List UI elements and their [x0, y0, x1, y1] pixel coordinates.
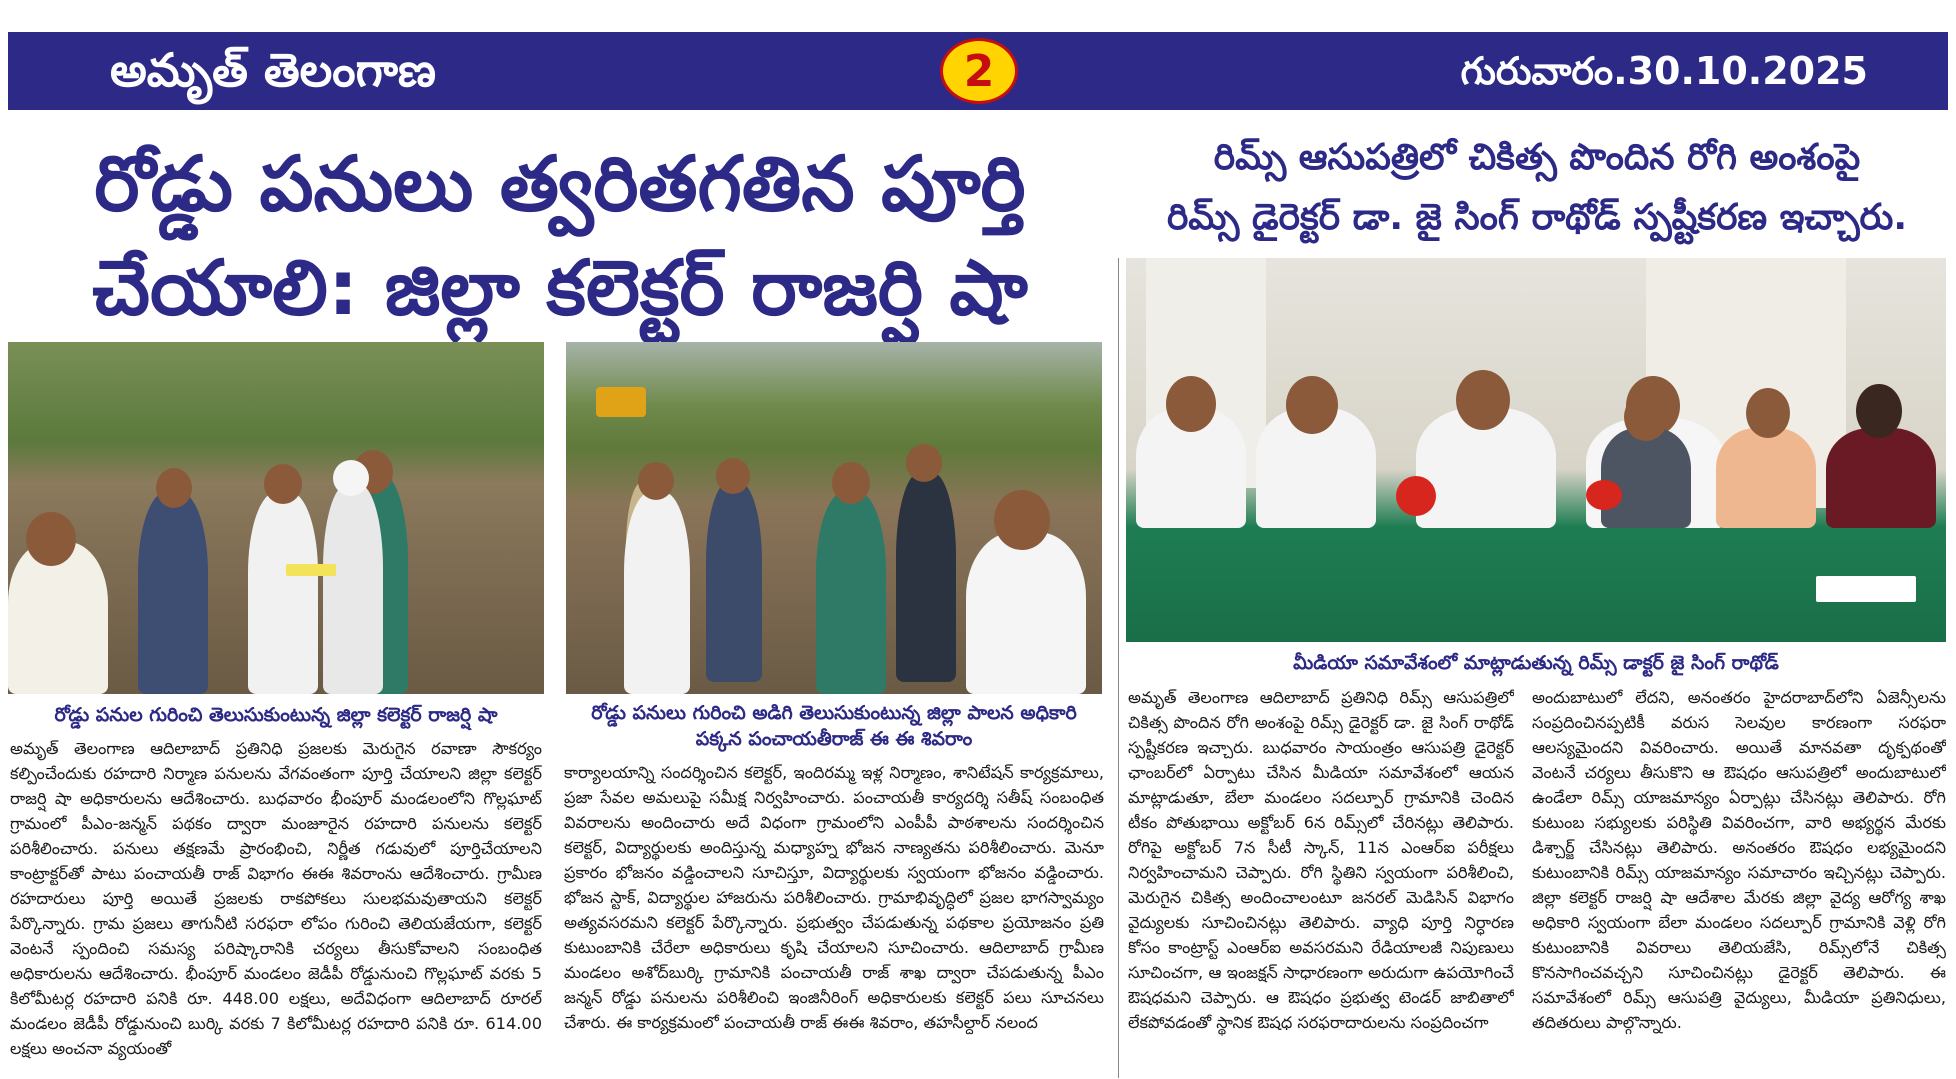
photo2-caption: రోడ్డు పనులు గురించి అడిగి తెలుసుకుంటున్న జిల్లా పాలన అధికారి పక్కన పంచాయతీరాజ్ ఈ ఈ శివరాం [591, 702, 1077, 750]
media-conference-photo [1126, 258, 1946, 642]
media-photo-caption: మీడియా సమావేశంలో మాట్లాడుతున్న రిమ్స్ డాక్టర్ జై సింగ్ రాథోడ్ [1293, 652, 1779, 674]
left-story-column-2 [564, 760, 1104, 1076]
left-headline-line1: రోడ్డు పనులు త్వరితగతిన పూర్తి [94, 139, 1026, 228]
left-headline-line2: చేయాలి: జిల్లా కలెక్టర్ రాజర్షి షా [92, 243, 1028, 332]
column-divider [1118, 258, 1119, 1078]
right-story-headline [1124, 128, 1950, 248]
page-number-badge: 2 [940, 38, 1018, 104]
left-story-body-1: అమృత్ తెలంగాణ ఆదిలాబాద్ ప్రతినిధి ప్రజలకు మెరుగైన రవాణా సౌకర్యం కల్పించేందుకు రహదారి నిర్మాణ పనులను వేగవంతంగా పూర్తి చేయాలని జిల్లా కలెక్టర్ రాజర్షి షా అధికారులను ఆదేశించారు. బుధవారం భీంపూర్ మండలంలోని గొల్లఘాట్ గ్రామంలో పీఎం-జన్మన్ పథకం ద్వారా మంజూరైన రహదారి పనులను కలెక్టర్ పరిశీలించారు. పనులు తక్షణమే ప్రారంభించి, నిర్ణీత గడువులో పూర్తిచేయాలని కాంట్రాక్టర్‌తో పాటు పంచాయతీ రాజ్ విభాగం ఈఈ శివరాంను ఆదేశించారు. గ్రామీణ రహదారులు పూర్తి అయితే ప్రజలకు రాకపోకలు సులభమవుతాయని కలెక్టర్ పేర్కొన్నారు. గ్రామ ప్రజలు తాగునీటి సరఫరా లోపం గురించి తెలియజేయగా, కలెక్టర్ వెంటనే స్పందించి సమస్య పరిష్కారానికి చర్యలు తీసుకోవాలని సంబంధిత అధికారులను ఆదేశించారు. భీంపూర్ మండలం జెడీపీ రోడ్డునుంచి గొల్లఘాట్ వరకు 5 కిలోమీటర్ల రహదారి పనికి రూ. 448.00 లక్షలు, అదేవిధంగా ఆదిలాబాద్ రూరల్ మండలం జెడీపీ రోడ్డునుంచి బుర్కి వరకు 7 కిలోమీటర్ల రహదారి పనికి రూ. 614.00 లక్షలు అంచనా వ్యయంతో [10, 739, 542, 1058]
right-headline-line2: రిమ్స్ డైరెక్టర్ డా. జై సింగ్ రాథోడ్ స్పష్టీకరణ ఇచ్చారు. [1166, 197, 1908, 238]
road-inspection-photo-2 [566, 342, 1102, 694]
left-story-column-1 [10, 736, 542, 1076]
masthead-banner [8, 32, 1948, 110]
right-story-column-2 [1532, 685, 1946, 1077]
right-headline-line1: రిమ్స్ ఆసుపత్రిలో చికిత్స పొందిన రోగి అంశంపై [1213, 137, 1861, 178]
right-story-column-1 [1128, 685, 1514, 1077]
right-story-body-1: అమృత్ తెలంగాణ ఆదిలాబాద్ ప్రతినిధి రిమ్స్ ఆసుపత్రిలో చికిత్స పొందిన రోగి అంశంపై రిమ్స్ డైరెక్టర్ డా. జై సింగ్ రాథోడ్ స్పష్టీకరణ ఇచ్చారు. బుధవారం సాయంత్రం ఆసుపత్రి డైరెక్టర్ ఛాంబర్‌లో ఏర్పాటు చేసిన మీడియా సమావేశంలో ఆయన మాట్లాడుతూ, బేలా మండలం సదల్పూర్ గ్రామానికి చెందిన టీకం పోతుభాయి అక్టోబర్ 6న రిమ్స్‌లో చేరినట్లు తెలిపారు. రోగిపై అక్టోబర్ 7న సీటీ స్కాన్, 11న ఎంఆర్‌ఐ పరీక్షలు నిర్వహించామని చెప్పారు. రోగి స్థితిని స్వయంగా పరిశీలించి, మెరుగైన చికిత్స అందించాలంటూ జనరల్ మెడిసిన్ విభాగం వైద్యులకు సూచించినట్లు తెలిపారు. వ్యాధి పూర్తి నిర్ధారణ కోసం కాంట్రాస్ట్ ఎంఆర్‌ఐ అవసరమని రేడియాలజీ నిపుణులు సూచించగా, ఆ ఇంజక్షన్ సాధారణంగా అరుదుగా ఉపయోగించే ఔషధమని చెప్పారు. ఆ ఔషధం ప్రభుత్వ టెండర్ జాబితాలో లేకపోవడంతో స్థానిక ఔషధ సరఫరాదారులను సంప్రదించగా [1128, 688, 1514, 1032]
left-story-body-2: కార్యాలయాన్ని సందర్శించిన కలెక్టర్, ఇందిరమ్మ ఇళ్ల నిర్మాణం, శానిటేషన్ కార్యక్రమాలు, ప్రజా సేవల అమలుపై సమీక్ష నిర్వహించారు. పంచాయతీ కార్యదర్శి సతీష్ సంబంధిత వివరాలను అందించారు అదే విధంగా గ్రామంలోని ఎంపీపీ పాఠశాలను సందర్శించిన కలెక్టర్, విద్యార్థులకు అందిస్తున్న మధ్యాహ్న భోజన నాణ్యతను పరిశీలించారు. మెనూ ప్రకారం భోజనం వడ్డించాలని సూచిస్తూ, విద్యార్థులకు స్వయంగా భోజనం వడ్డించారు. భోజన స్టాక్, విద్యార్థుల హాజరును పరిశీలించారు. గ్రామాభివృద్ధిలో ప్రజల భాగస్వామ్యం అత్యవసరమని కలెక్టర్ పేర్కొన్నారు. ప్రభుత్వం చేపడుతున్న పథకాల ప్రయోజనం ప్రతి కుటుంబానికి చేరేలా అధికారులు కృషి చేయాలని సూచించారు. ఆదిలాబాద్ గ్రామీణ మండలం అశోద్‌బుర్కి గ్రామానికి పంచాయతీ రాజ్ శాఖ ద్వారా చేపడుతున్న పీఎం జన్మన్ రోడ్డు పనులను పరిశీలించి ఇంజినీరింగ్ అధికారులకు కలెక్టర్ పలు సూచనలు చేశారు. ఈ కార్యక్రమంలో పంచాయతీ రాజ్ ఈఈ శివరాం, తహసీల్దార్ నలంద [564, 763, 1104, 1032]
photo1-caption: రోడ్డు పనుల గురించి తెలుసుకుంటున్న జిల్లా కలెక్టర్ రాజర్షి షా [54, 704, 498, 726]
right-story-body-2: అందుబాటులో లేదని, అనంతరం హైదరాబాద్‌లోని ఏజెన్సీలను సంప్రదించినప్పటికీ వరుస సెలవుల కారణంగా సరఫరా ఆలస్యమైందని వివరించారు. అయితే మానవతా దృక్పథంతో వెంటనే చర్యలు తీసుకొని ఆ ఔషధం ఆసుపత్రిలో అందుబాటులో ఉండేలా రిమ్స్ యాజమాన్యం ఏర్పాట్లు చేసినట్లు తెలిపారు. రోగి కుటుంబ సభ్యులకు పరిస్థితి వివరించగా, వారి అభ్యర్థన మేరకు డిశ్చార్జ్ చేసినట్లు తెలిపారు. అనంతరం ఔషధం లభ్యమైందని కుటుంబానికి రిమ్స్ యాజమాన్యం సమాచారం ఇచ్చినట్లు చెప్పారు. జిల్లా కలెక్టర్ రాజర్షి షా ఆదేశాల మేరకు జిల్లా వైద్య ఆరోగ్య శాఖ అధికారి స్వయంగా బేలా మండలం సదల్పూర్ గ్రామానికి వెళ్లి రోగి కుటుంబానికి వివరాలు తెలియజేసి, రిమ్స్‌లోనే చికిత్స కొనసాగించవచ్చని సూచించినట్లు డైరెక్టర్ తెలిపారు. ఈ సమావేశంలో రిమ్స్ ఆసుపత్రి వైద్యులు, మీడియా ప్రతినిధులు, తదితరులు పాల్గొన్నారు. [1532, 688, 1946, 1032]
road-inspection-photo-1 [8, 342, 544, 694]
issue-date: గురువారం.30.10.2025 [1460, 49, 1868, 93]
newspaper-title: అమృత్ తెలంగాణ [110, 43, 436, 97]
left-story-headline [10, 132, 1110, 340]
